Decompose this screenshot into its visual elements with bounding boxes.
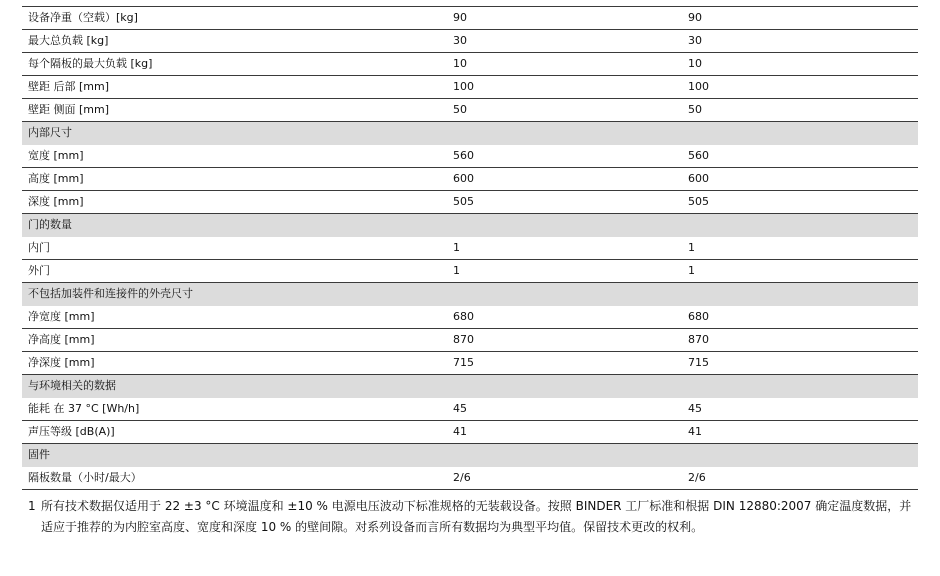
section-header-filler bbox=[683, 214, 918, 237]
table-row bbox=[22, 306, 918, 329]
spec-table bbox=[22, 6, 918, 490]
table-row bbox=[22, 237, 918, 260]
row-value-col2: 50 bbox=[683, 99, 918, 122]
section-header-row bbox=[22, 122, 918, 145]
row-value-col1: 1 bbox=[448, 260, 683, 283]
row-label: 内门 bbox=[22, 237, 448, 260]
row-value-col1: 505 bbox=[448, 191, 683, 214]
row-value-col2: 90 bbox=[683, 7, 918, 30]
row-value-col2: 100 bbox=[683, 76, 918, 99]
table-row bbox=[22, 421, 918, 444]
row-label: 宽度 [mm] bbox=[22, 145, 448, 168]
row-value-col2: 1 bbox=[683, 260, 918, 283]
section-header-row bbox=[22, 444, 918, 467]
table-row bbox=[22, 260, 918, 283]
table-row bbox=[22, 467, 918, 490]
row-label: 能耗 在 37 °C [Wh/h] bbox=[22, 398, 448, 421]
row-value-col2: 600 bbox=[683, 168, 918, 191]
row-label: 最大总负载 [kg] bbox=[22, 30, 448, 53]
row-value-col2: 30 bbox=[683, 30, 918, 53]
row-value-col2: 680 bbox=[683, 306, 918, 329]
section-header: 不包括加装件和连接件的外壳尺寸 bbox=[22, 283, 448, 306]
table-row bbox=[22, 7, 918, 30]
row-value-col2: 41 bbox=[683, 421, 918, 444]
row-value-col2: 2/6 bbox=[683, 467, 918, 490]
row-label: 每个隔板的最大负载 [kg] bbox=[22, 53, 448, 76]
table-row bbox=[22, 329, 918, 352]
row-value-col1: 680 bbox=[448, 306, 683, 329]
section-header: 门的数量 bbox=[22, 214, 448, 237]
section-header: 与环境相关的数据 bbox=[22, 375, 448, 398]
row-value-col1: 30 bbox=[448, 30, 683, 53]
table-row bbox=[22, 191, 918, 214]
section-header-row bbox=[22, 375, 918, 398]
row-label: 净高度 [mm] bbox=[22, 329, 448, 352]
row-value-col1: 2/6 bbox=[448, 467, 683, 490]
row-label: 净宽度 [mm] bbox=[22, 306, 448, 329]
row-value-col2: 870 bbox=[683, 329, 918, 352]
section-header-filler bbox=[683, 375, 918, 398]
row-value-col1: 870 bbox=[448, 329, 683, 352]
row-value-col1: 600 bbox=[448, 168, 683, 191]
table-row bbox=[22, 76, 918, 99]
section-header-filler bbox=[448, 444, 683, 467]
spec-table-body bbox=[22, 7, 918, 490]
section-header-filler bbox=[448, 283, 683, 306]
row-value-col1: 100 bbox=[448, 76, 683, 99]
row-value-col1: 715 bbox=[448, 352, 683, 375]
row-value-col2: 45 bbox=[683, 398, 918, 421]
row-label: 声压等级 [dB(A)] bbox=[22, 421, 448, 444]
row-label: 外门 bbox=[22, 260, 448, 283]
table-row bbox=[22, 53, 918, 76]
row-value-col2: 505 bbox=[683, 191, 918, 214]
row-label: 设备净重（空载）[kg] bbox=[22, 7, 448, 30]
row-value-col1: 560 bbox=[448, 145, 683, 168]
table-row bbox=[22, 30, 918, 53]
row-value-col1: 45 bbox=[448, 398, 683, 421]
section-header-filler bbox=[683, 283, 918, 306]
row-value-col1: 1 bbox=[448, 237, 683, 260]
row-value-col1: 90 bbox=[448, 7, 683, 30]
row-value-col2: 560 bbox=[683, 145, 918, 168]
section-header-filler bbox=[683, 122, 918, 145]
footnote-number: 1 bbox=[28, 499, 36, 513]
row-label: 净深度 [mm] bbox=[22, 352, 448, 375]
row-label: 壁距 后部 [mm] bbox=[22, 76, 448, 99]
footnote bbox=[28, 496, 918, 538]
footnote-text: 所有技术数据仅适用于 22 ±3 °C 环境温度和 ±10 % 电源电压波动下标准规格的无装载设备。按照 BINDER 工厂标准和根据 DIN 12880:2007 确定温度数据，并适应于推荐的为内腔室高度、宽度和深度 10 % 的壁间隙。对系列设备而言所有数据均为典型平均值。保留技术更改的权利。 bbox=[41, 499, 912, 534]
table-row bbox=[22, 168, 918, 191]
row-label: 高度 [mm] bbox=[22, 168, 448, 191]
row-value-col1: 10 bbox=[448, 53, 683, 76]
section-header-row bbox=[22, 214, 918, 237]
section-header-row bbox=[22, 283, 918, 306]
section-header-filler bbox=[448, 214, 683, 237]
row-value-col2: 715 bbox=[683, 352, 918, 375]
table-row bbox=[22, 398, 918, 421]
section-header: 固件 bbox=[22, 444, 448, 467]
section-header: 内部尺寸 bbox=[22, 122, 448, 145]
row-label: 壁距 侧面 [mm] bbox=[22, 99, 448, 122]
row-value-col1: 41 bbox=[448, 421, 683, 444]
row-value-col2: 10 bbox=[683, 53, 918, 76]
section-header-filler bbox=[448, 122, 683, 145]
row-value-col1: 50 bbox=[448, 99, 683, 122]
row-value-col2: 1 bbox=[683, 237, 918, 260]
section-header-filler bbox=[448, 375, 683, 398]
table-row bbox=[22, 145, 918, 168]
row-label: 深度 [mm] bbox=[22, 191, 448, 214]
table-row bbox=[22, 99, 918, 122]
section-header-filler bbox=[683, 444, 918, 467]
row-label: 隔板数量（小时/最大） bbox=[22, 467, 448, 490]
table-row bbox=[22, 352, 918, 375]
